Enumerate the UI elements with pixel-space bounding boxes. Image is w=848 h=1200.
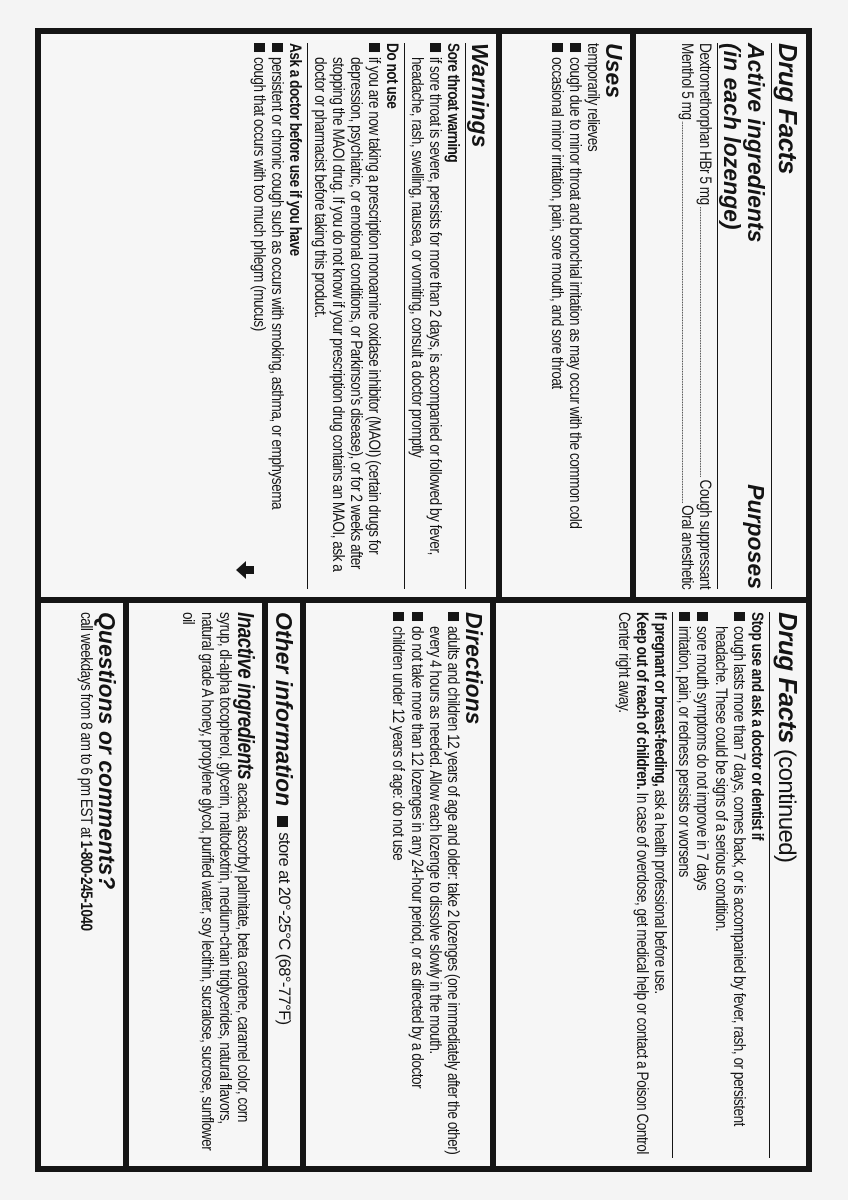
continue-arrow	[240, 43, 250, 589]
ingredient-purpose: Cough suppressant	[696, 479, 715, 590]
list-item: adults and children 12 years of age and older: take 2 lozenges (one immediately after the other) every 4 hours as needed. Allow each lozenge to dissolve slowly in the mouth.	[426, 612, 462, 1158]
panel-title-suffix: (continued)	[773, 742, 800, 863]
bullet-icon	[254, 43, 265, 52]
phone-number[interactable]: 1-800-245-1040	[77, 840, 96, 931]
drug-facts-panel-1	[41, 34, 806, 597]
bullet-icon	[679, 612, 690, 621]
list-item: sore mouth symptoms do not improve in 7 days	[693, 612, 711, 1158]
panel-title: Drug Facts	[773, 43, 803, 174]
active-ingredients-box	[636, 34, 806, 597]
other-information-heading: Other information	[271, 612, 297, 807]
divider	[771, 43, 772, 589]
bullet-icon	[412, 612, 423, 621]
warnings-heading: Warnings	[467, 43, 493, 148]
list-item: persistent or chronic cough such as occurs with smoking, asthma, or emphysema	[268, 43, 286, 589]
bullet-icon	[697, 612, 708, 621]
keep-out-warning: Keep out of reach of children. In case of overdose, get medical help or contact a Poison Control Center right away.	[614, 612, 652, 1154]
storage-text: store at 20°-25°C (68°-77°F)	[275, 832, 294, 1025]
pregnant-warning: If pregnant or breast-feeding, ask a health professional before use.	[650, 612, 670, 994]
warnings-box	[41, 34, 496, 597]
uses-heading: Uses	[601, 43, 627, 98]
list-item: occasional minor irritation, pain, sore mouth, and sore throat	[547, 43, 565, 589]
arrow-down-icon	[236, 561, 246, 579]
directions-heading: Directions	[461, 612, 487, 725]
drug-facts-label	[35, 28, 812, 1172]
uses-intro: temporarily relieves	[584, 43, 603, 152]
list-item: if you are now taking a prescription monoamine oxidase inhibitor (MAOI) (certain drugs for depression, psychiatric, or emotional conditions, or Parkinson’s disease), or for 2 weeks after stopping the MAOI drug. If you do not know if your prescription drug contains an MAOI, ask a doctor or pharmacist before taking this product.	[310, 43, 383, 589]
uses-box	[502, 34, 630, 597]
bullet-icon	[393, 612, 404, 621]
stop-use-box	[496, 603, 806, 1166]
ingredient-purpose: Oral anesthetic	[677, 505, 697, 590]
bullet-icon	[272, 43, 283, 52]
bullet-icon	[734, 612, 745, 621]
purposes-heading: Purposes	[743, 484, 769, 589]
ask-doctor-heading: Ask a doctor before use if you have	[286, 43, 306, 256]
divider	[672, 612, 673, 1158]
list-item: children under 12 years of age: do not use	[389, 612, 407, 1158]
bullet-icon	[570, 43, 581, 52]
other-information-box	[268, 603, 300, 1166]
ingredient-row	[696, 43, 714, 589]
active-ingredients-subheading: (in each lozenge)	[719, 43, 745, 230]
ingredient-name: Menthol 5 mg	[677, 43, 697, 120]
inactive-ingredients-box	[129, 603, 262, 1166]
list-item: cough due to minor throat and bronchial irritation as may occur with the common cold	[566, 43, 584, 589]
questions-text: call weekdays from 8 am to 6 pm EST at	[77, 612, 96, 841]
list-item: if sore throat is severe, persists for more than 2 days, is accompanied or followed by fever, headache, rash, swelling, nausea, or vomiting, consult a doctor promptly	[407, 43, 443, 589]
bullet-icon	[448, 612, 459, 621]
inactive-ingredients-list: acacia, ascorbyl palmitate, beta carotene, caramel color, corn syrup, dl-alpha tocopherol, glycerin, maltodextrin, medium-chain triglycerides, natural flavors, natural grade A honey, propylene glycol, purified water, soy lecithin, sucralose, sucrose, sunflower oil	[179, 612, 253, 1151]
list-item: cough that occurs with too much phlegm (mucus)	[250, 43, 268, 589]
divider	[465, 43, 466, 589]
drug-facts-panel-2	[41, 603, 806, 1166]
bullet-icon	[430, 43, 441, 52]
ingredient-name: Dextromethorphan HBr 5 mg	[696, 43, 715, 205]
questions-box	[41, 603, 123, 1166]
list-item: irritation, pain, or redness persists or worsens	[675, 612, 693, 1158]
inactive-ingredients-heading: Inactive ingredients	[233, 612, 259, 780]
ingredient-row	[678, 43, 696, 589]
active-ingredients-heading: Active ingredients	[743, 43, 769, 243]
directions-box	[306, 603, 490, 1166]
divider	[404, 43, 405, 589]
list-item: do not take more than 12 lozenges in any 24-hour period, or as directed by a doctor	[407, 612, 425, 1158]
questions-heading: Questions or comments?	[94, 612, 120, 890]
divider	[307, 43, 308, 589]
bullet-icon	[278, 816, 289, 827]
stop-use-heading: Stop use and ask a doctor or dentist if	[748, 612, 767, 841]
list-item: cough lasts more than 7 days, comes back, or is accompanied by fever, rash, or persistent headache. These could be signs of a serious condition.	[711, 612, 747, 1158]
do-not-use-heading: Do not use	[383, 43, 403, 109]
divider	[769, 612, 770, 1158]
sore-throat-heading: Sore throat warning	[444, 43, 463, 163]
bullet-icon	[552, 43, 563, 52]
bullet-icon	[369, 43, 380, 52]
panel-title: Drug Facts	[773, 612, 803, 743]
divider	[717, 43, 718, 589]
